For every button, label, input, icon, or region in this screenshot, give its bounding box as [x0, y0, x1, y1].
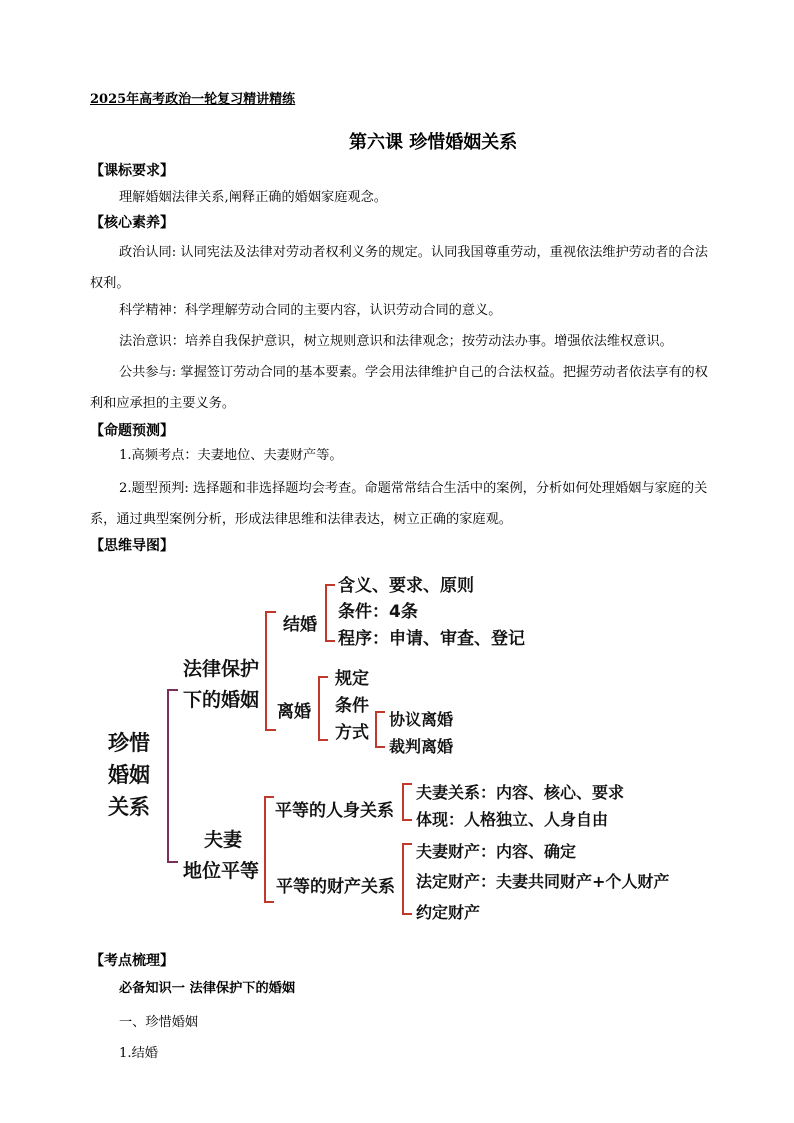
- section-heading-review: 【考点梳理】: [90, 953, 174, 969]
- section-heading-forecast: 【命题预测】: [90, 423, 174, 439]
- personal-item-2: 体现：人格独立、人身自由: [416, 810, 609, 829]
- divorce-method-2: 裁判离婚: [389, 737, 454, 756]
- root-bracket: [168, 690, 178, 862]
- method-bracket: [376, 712, 385, 747]
- marriage-item-2: 条件：4条: [338, 602, 418, 622]
- divorce-item-3: 方式: [335, 723, 369, 743]
- knowledge-heading: 必备知识一 法律保护下的婚姻: [119, 981, 296, 996]
- marriage-bracket: [326, 585, 335, 641]
- property-bracket: [403, 844, 412, 914]
- standards-text: 理解婚姻法律关系,阐释正确的婚姻家庭观念。: [119, 190, 387, 205]
- marriage-item-1: 含义、要求、原则: [338, 576, 474, 596]
- branch1-bracket: [266, 612, 276, 730]
- divorce-bracket: [319, 677, 328, 740]
- forecast-p2: 2.题型预判: 选择题和非选择题均会考查。命题常常结合生活中的案例，分析如何处理婚姻与家庭的关系，通过典型案例分析，形成法律思维和法律表达，树立正确的家庭观。: [90, 481, 708, 527]
- root-line-3: 关系: [108, 795, 150, 819]
- root-line-2: 婚姻: [108, 763, 150, 787]
- section-heading-literacy: 【核心素养】: [90, 215, 174, 231]
- lesson-title: 第六课 珍惜婚姻关系: [349, 132, 518, 153]
- branch2-line-2: 地位平等: [183, 860, 260, 882]
- divorce-node: 离婚: [277, 702, 311, 722]
- literacy-p2: 科学精神：科学理解劳动合同的主要内容，认识劳动合同的意义。: [119, 303, 502, 318]
- root-line-1: 珍惜: [108, 731, 150, 755]
- literacy-p1: 政治认同: 认同宪法及法律对劳动者权利义务的规定。认同我国尊重劳动，重视依法维护劳动者的合法权利。: [90, 245, 708, 291]
- property-item-2: 法定财产：夫妻共同财产+个人财产: [416, 872, 670, 891]
- property-item-1: 夫妻财产：内容、确定: [416, 842, 577, 861]
- doc-header: 2025年高考政治一轮复习精讲精练: [90, 92, 296, 107]
- personal-node: 平等的人身关系: [275, 801, 394, 821]
- branch1-line-1: 法律保护: [183, 658, 260, 680]
- personal-item-1: 夫妻关系：内容、核心、要求: [416, 783, 625, 802]
- section-heading-standards: 【课标要求】: [90, 163, 174, 179]
- divorce-method-1: 协议离婚: [389, 710, 454, 729]
- review-item-1: 一、珍惜婚姻: [119, 1015, 199, 1030]
- property-node: 平等的财产关系: [276, 877, 395, 897]
- literacy-p4: 公共参与: 掌握签订劳动合同的基本要素。学会用法律维护自己的合法权益。把握劳动者依法享有的权利和应承担的主要义务。: [90, 365, 708, 411]
- personal-bracket: [403, 784, 412, 820]
- section-heading-mindmap: 【思维导图】: [90, 538, 174, 554]
- branch2-line-1: 夫妻: [204, 829, 243, 851]
- branch2-bracket: [265, 797, 274, 902]
- branch1-line-2: 下的婚姻: [183, 689, 260, 711]
- marriage-item-3: 程序：申请、审查、登记: [338, 629, 525, 649]
- property-item-3: 约定财产: [416, 903, 481, 922]
- literacy-p3: 法治意识：培养自我保护意识，树立规则意识和法律观念；按劳动法办事。增强依法维权意识。: [119, 334, 673, 349]
- divorce-item-1: 规定: [335, 669, 369, 689]
- marriage-node: 结婚: [283, 615, 317, 635]
- divorce-item-2: 条件: [335, 696, 369, 716]
- review-item-2: 1.结婚: [119, 1046, 158, 1061]
- forecast-p1: 1.高频考点：夫妻地位、夫妻财产等。: [119, 448, 343, 463]
